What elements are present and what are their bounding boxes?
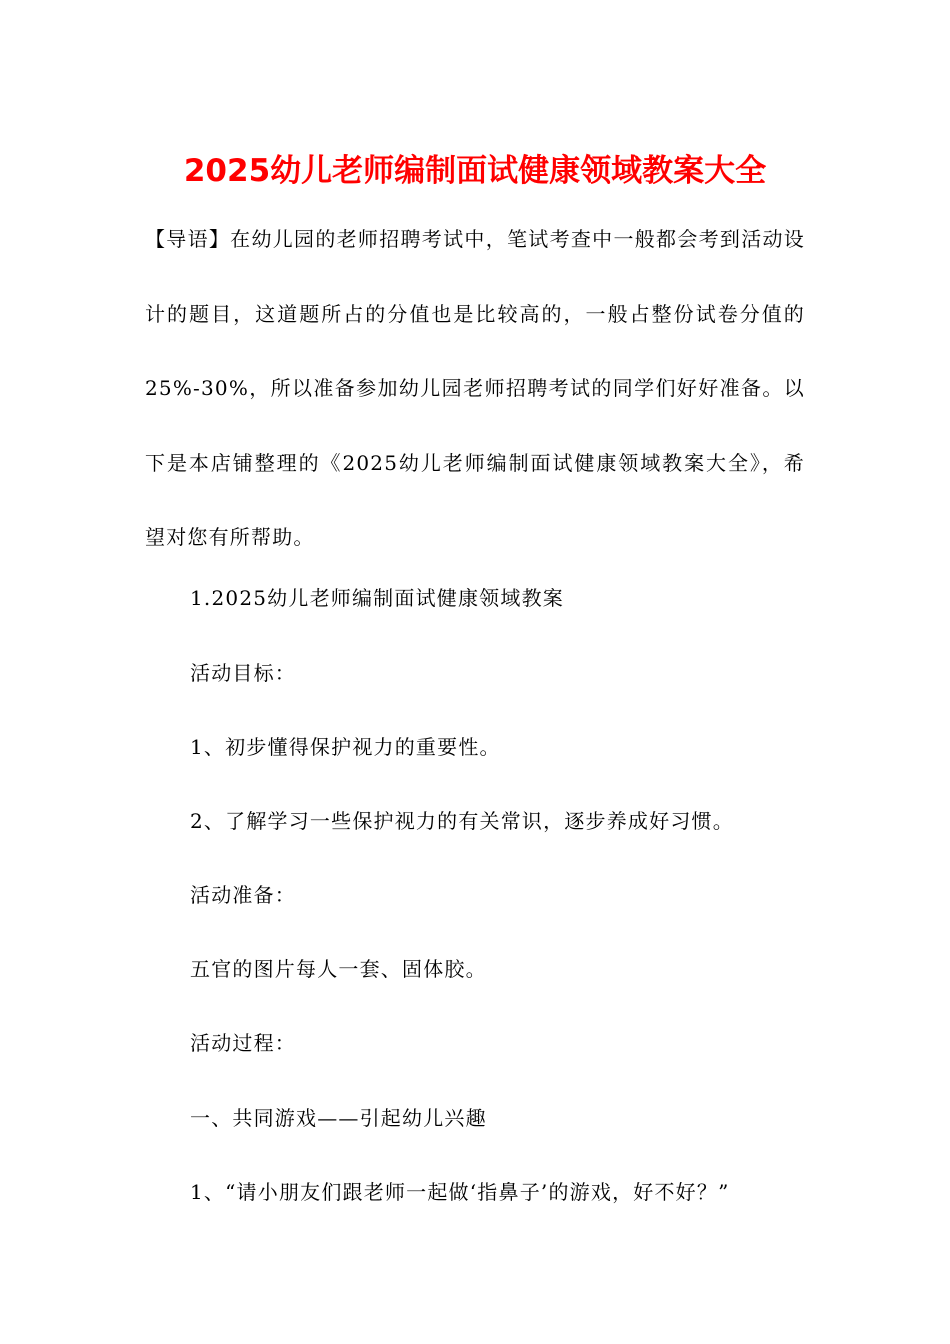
paragraph-goal-1: 1、初步懂得保护视力的重要性。: [190, 735, 501, 759]
paragraph-step-one: 一、共同游戏——引起幼儿兴趣: [190, 1106, 487, 1130]
intro-paragraph: 【导语】在幼儿园的老师招聘考试中，笔试考查中一般都会考到活动设计的题目，这道题所占的分值也是比较高的，一般占整份试卷分值的25%-30%，所以准备参加幼儿园老师招聘考试的同学们好好准备。以下是本店铺整理的《2025幼儿老师编制面试健康领域教案大全》，希望对您有所帮助。: [145, 227, 805, 549]
paragraph-step-one-item-1: 1、“请小朋友们跟老师一起做‘指鼻子’的游戏，好不好？”: [190, 1180, 730, 1204]
section-heading: 1.2025幼儿老师编制面试健康领域教案: [190, 586, 564, 610]
paragraph-activity-process: 活动过程：: [190, 1031, 296, 1055]
document-title: 2025幼儿老师编制面试健康领域教案大全: [183, 153, 767, 189]
paragraph-activity-preparation: 活动准备：: [190, 883, 296, 907]
paragraph-activity-goals: 活动目标：: [190, 661, 296, 685]
paragraph-goal-2: 2、了解学习一些保护视力的有关常识，逐步养成好习惯。: [190, 809, 734, 833]
paragraph-materials: 五官的图片每人一套、固体胶。: [190, 957, 487, 981]
